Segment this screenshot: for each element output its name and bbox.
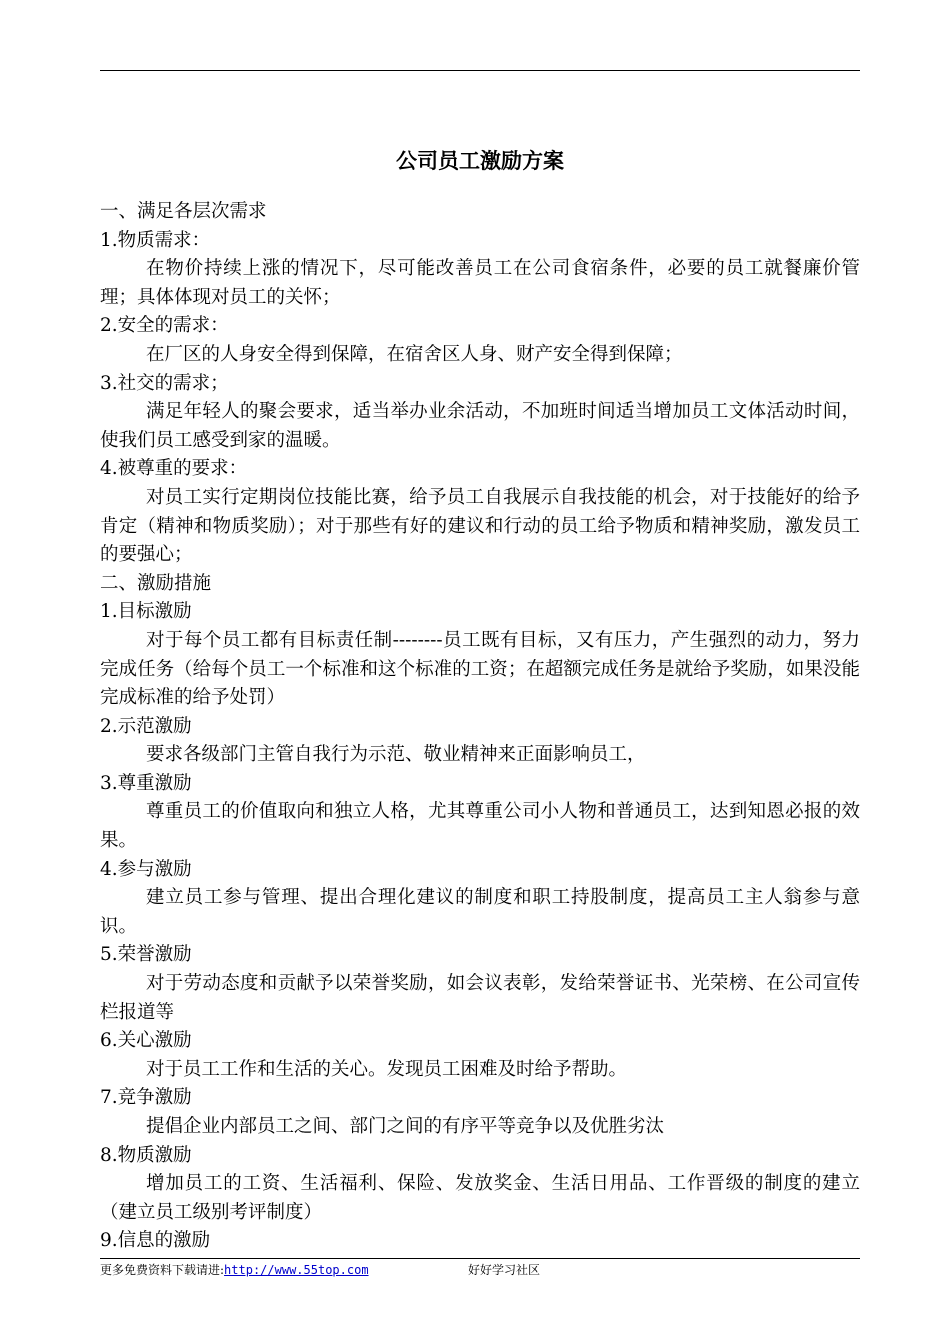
- section-heading-measures: 二、激励措施: [100, 572, 212, 594]
- item-label: 5.荣誉激励: [100, 944, 192, 966]
- item-text: 要求各级部门主管自我行为示范、敬业精神来正面影响员工，: [146, 744, 646, 766]
- item-label: 2.安全的需求：: [100, 315, 229, 337]
- footer-link[interactable]: http://www.55top.com: [224, 1263, 369, 1277]
- footer-prefix: 更多免费资料下载请进:: [100, 1263, 225, 1277]
- item-label: 4.参与激励: [100, 858, 192, 880]
- footer-rule: [100, 1258, 860, 1259]
- item-text: 满足年轻人的聚会要求，适当举办业余活动，不加班时间适当增加员工文体活动时间，使我们员工感受到家的温暖。: [100, 401, 860, 451]
- item-text: 提倡企业内部员工之间、部门之间的有序平等竞争以及优胜劣汰: [146, 1116, 665, 1137]
- item-text: 对于每个员工都有目标责任制--------员工既有目标，又有压力，产生强烈的动力，努力完成任务（给每个员工一个标准和这个标准的工资；在超额完成任务是就给予奖励，如果没能完成标准的给予处罚）: [100, 629, 860, 709]
- item-text: 尊重员工的价值取向和独立人格，尤其尊重公司小人物和普通员工，达到知恩必报的效果。: [100, 801, 860, 852]
- item-text: 对员工实行定期岗位技能比赛，给予员工自我展示自我技能的机会，对于技能好的给予肯定（精神和物质奖励）；对于那些有好的建议和行动的员工给予物质和精神奖励，激发员工的要强心；: [100, 486, 860, 566]
- item-label: 1.物质需求：: [100, 229, 211, 251]
- item-text: 增加员工的工资、生活福利、保险、发放奖金、生活日用品、工作晋级的制度的建立（建立员工级别考评制度）: [100, 1173, 860, 1223]
- item-text: 建立员工参与管理、提出合理化建议的制度和职工持股制度，提高员工主人翁参与意识。: [100, 887, 860, 937]
- header-rule: [100, 70, 860, 71]
- item-text: 对于员工工作和生活的关心。发现员工困难及时给予帮助。: [146, 1058, 628, 1080]
- item-label: 6.关心激励: [100, 1030, 192, 1052]
- item-label: 7.竞争激励: [100, 1087, 192, 1109]
- document-title: 公司员工激励方案: [396, 149, 564, 173]
- item-label: 9.信息的激励: [100, 1230, 211, 1252]
- section-heading-needs: 一、满足各层次需求: [100, 201, 267, 222]
- item-label: 2.示范激励: [100, 715, 192, 737]
- footer-community: 好好学习社区: [468, 1263, 541, 1277]
- item-text: 对于劳动态度和贡献予以荣誉奖励，如会议表彰，发给荣誉证书、光荣榜、在公司宣传栏报道等: [100, 973, 860, 1023]
- document-body: [100, 198, 860, 1256]
- item-text: 在厂区的人身安全得到保障，在宿舍区人身、财产安全得到保障；: [146, 343, 683, 365]
- item-label: 3.尊重激励: [100, 772, 192, 794]
- item-label: 4.被尊重的要求：: [100, 458, 248, 480]
- item-label: 3.社交的需求；: [100, 372, 229, 394]
- item-label: 1.目标激励: [100, 601, 192, 623]
- item-text: 在物价持续上涨的情况下，尽可能改善员工在公司食宿条件，必要的员工就餐廉价管理；具体体现对员工的关怀；: [100, 258, 860, 308]
- page-footer: [100, 1262, 860, 1278]
- item-label: 8.物质激励: [100, 1144, 192, 1166]
